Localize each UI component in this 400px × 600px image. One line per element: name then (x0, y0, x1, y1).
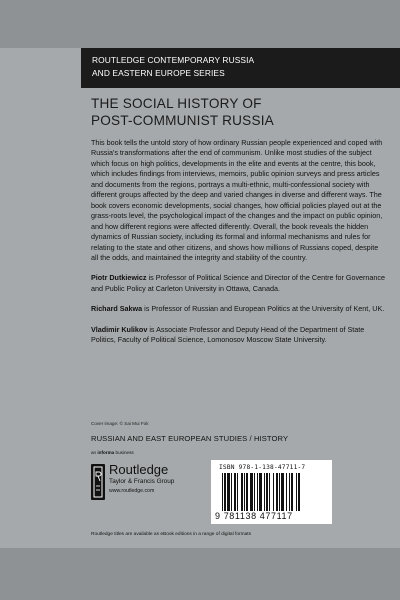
author-bio (91, 304, 387, 314)
isbn-barcode (211, 460, 332, 524)
series-line-2: AND EASTERN EUROPE SERIES (92, 68, 225, 78)
informa-suffix: business (114, 450, 134, 455)
author-bio-text: is Professor of Russian and European Politics at the University of Kent, UK. (142, 304, 385, 314)
author-bio (91, 273, 387, 294)
author-bio-text: is Associate Professor and Deputy Head of the Department of State Politics, Faculty of Political Science, Lomonosov Moscow State University. (91, 324, 365, 345)
cover-copy (91, 138, 387, 346)
author-name: Richard Sakwa (91, 304, 143, 314)
informa-tagline (91, 450, 134, 455)
author-name: Vladimir Kulikov (91, 324, 148, 334)
routledge-logo-icon (91, 464, 105, 500)
blurb-text: This book tells the untold story of how ordinary Russian people experienced and coped with Russia's transformations after the end of communism. Unlike most studies of the subject which focus on high politics, developments in the elite and events at the centre, this book, which includes findings from interviews, memoirs, public opinion surveys and press articles and documents from the regions, portrays a multi-ethnic, multi-confessional society with different groups affected by the deep and varied changes in diverse and different ways. The book covers economic developments, social changes, how official policies played out at the grass-roots level, the psychological impact of the changes and the impact on public opinion, and how different regions were affected differently. Overall, the book reveals the hidden dynamics of Russian society, including its formal and informal mechanisms and rules for relating to the state and other citizens, and shows how millions of Russians coped, despite all the odds, and maintained the integrity and stability of the country. (91, 138, 383, 262)
barcode-digits: 9 781138 477117 (215, 511, 293, 521)
bottom-margin-band (0, 548, 400, 600)
series-line-1: ROUTLEDGE CONTEMPORARY RUSSIA (92, 55, 255, 65)
publisher-name: Routledge (109, 462, 169, 477)
author-bio-text: is Professor of Political Science and Director of the Centre for Governance and Public Policy at Carleton University in Ottawa, Canada. (91, 273, 386, 293)
subject-category: RUSSIAN AND EAST EUROPEAN STUDIES / HISTORY (91, 434, 289, 443)
series-banner (81, 48, 400, 88)
publisher-logo (91, 462, 201, 510)
barcode-bars (222, 473, 322, 511)
isbn-text: ISBN 978-1-138-47711-7 (219, 464, 306, 471)
informa-brand: informa (97, 450, 115, 455)
publisher-url: www.routledge.com (109, 488, 155, 494)
book-title-line-2: POST-COMMUNIST RUSSIA (91, 113, 274, 128)
informa-prefix: an (91, 450, 98, 455)
publisher-group: Taylor & Francis Group (109, 478, 175, 485)
ebook-availability-note: Routledge titles are available as eBook editions in a range of digital formats (91, 532, 251, 537)
cover-image-credit: Cover image: © Sai Mui Fok (91, 421, 149, 426)
top-margin-band (0, 0, 400, 48)
author-bio (91, 325, 387, 346)
book-title-line-1: THE SOCIAL HISTORY OF (91, 96, 262, 111)
book-title (91, 95, 391, 129)
author-name: Piotr Dutkiewicz (91, 273, 147, 283)
